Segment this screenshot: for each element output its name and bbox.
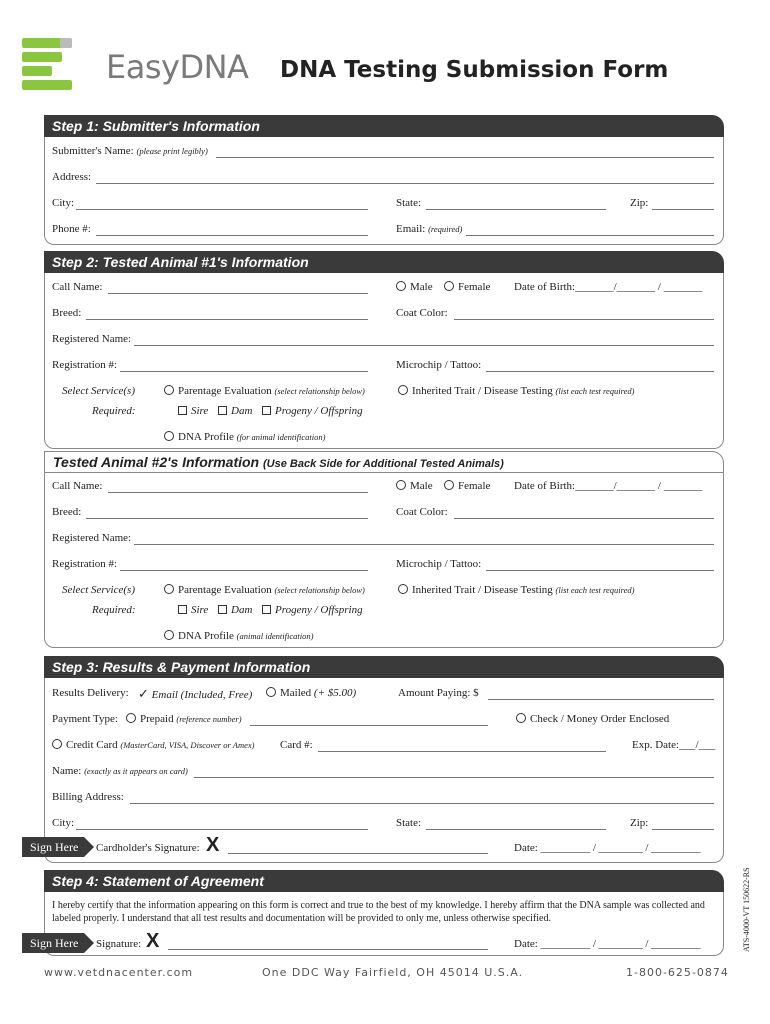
card-number-field[interactable] [318, 751, 606, 752]
city-field[interactable] [76, 209, 368, 210]
billing-state-field[interactable] [426, 829, 606, 830]
dob-2-field[interactable]: Date of Birth:_______/_______ / _______ [514, 480, 703, 492]
radio-icon [126, 713, 136, 723]
phone-field[interactable] [96, 235, 368, 236]
zip-field[interactable] [652, 209, 714, 210]
dna-profile-2-option[interactable]: DNA Profile (animal identification) [164, 630, 313, 642]
logo-bar-gray [60, 38, 72, 48]
address-label: Address: [52, 171, 92, 183]
microchip-2-label: Microchip / Tattoo: [396, 558, 482, 570]
required-2-label: Required: [92, 604, 136, 616]
inherited-2-option[interactable]: Inherited Trait / Disease Testing (list each test required) [398, 584, 634, 596]
payment-type-label: Payment Type: [52, 713, 118, 725]
radio-icon [398, 385, 408, 395]
submitter-name-field[interactable] [216, 157, 714, 158]
radio-icon [164, 431, 174, 441]
dob-field[interactable]: Date of Birth:_______/_______ / _______ [514, 281, 703, 293]
signature-date-field[interactable]: Date: _________ / ________ / _________ [514, 938, 701, 950]
radio-icon [444, 480, 454, 490]
radio-icon [396, 281, 406, 291]
checkbox-icon [262, 605, 271, 614]
address-field[interactable] [96, 183, 714, 184]
step2-section [44, 273, 724, 449]
microchip-field[interactable] [486, 371, 714, 372]
logo-bar-4 [22, 80, 72, 90]
cardholder-name-field[interactable] [194, 777, 714, 778]
billing-city-field[interactable] [76, 829, 368, 830]
registration-field[interactable] [120, 371, 368, 372]
billing-address-field[interactable] [130, 803, 714, 804]
credit-card-option[interactable]: Credit Card (MasterCard, VISA, Discover or Amex) [52, 739, 254, 751]
signature-field[interactable] [168, 949, 488, 950]
check-option[interactable]: Check / Money Order Enclosed [516, 713, 669, 725]
phone-label: Phone #: [52, 223, 91, 235]
sign-here-tag-2: Sign Here [22, 933, 84, 953]
page-title: DNA Testing Submission Form [280, 57, 669, 83]
registration-2-field[interactable] [120, 570, 368, 571]
state-field[interactable] [426, 209, 606, 210]
registered-name-label: Registered Name: [52, 333, 132, 345]
call-name-2-label: Call Name: [52, 480, 103, 492]
inherited-option[interactable]: Inherited Trait / Disease Testing (list each test required) [398, 385, 634, 397]
step1-header: Step 1: Submitter's Information [44, 115, 724, 137]
logo-bar-3 [22, 66, 52, 76]
billing-zip-field[interactable] [652, 829, 714, 830]
exp-date-field[interactable]: Exp. Date:___/___ [632, 739, 716, 751]
email-delivery-option[interactable]: ✓ Email (Included, Free) [138, 686, 253, 701]
required-label: Required: [92, 405, 136, 417]
radio-icon [444, 281, 454, 291]
cardholder-signature-field[interactable] [228, 853, 488, 854]
progeny-2-option[interactable]: Progeny / Offspring [262, 604, 363, 616]
coat-color-2-label: Coat Color: [396, 506, 448, 518]
mailed-option[interactable]: Mailed (+ $5.00) [266, 687, 356, 699]
amount-paying-label: Amount Paying: $ [398, 687, 479, 699]
breed-label: Breed: [52, 307, 82, 319]
step3-header: Step 3: Results & Payment Information [44, 656, 724, 678]
billing-city-label: City: [52, 817, 75, 829]
animal2-section [44, 473, 724, 648]
email-label: Email: (required) [396, 223, 463, 235]
footer-website[interactable]: www.vetdnacenter.com [44, 966, 194, 979]
registered-name-field[interactable] [134, 345, 714, 346]
radio-icon [396, 480, 406, 490]
coat-color-2-field[interactable] [454, 518, 714, 519]
radio-icon [164, 385, 174, 395]
checkmark-icon: ✓ [138, 686, 149, 701]
zip-label: Zip: [630, 197, 649, 209]
dna-profile-option[interactable]: DNA Profile (for animal identification) [164, 431, 325, 443]
registration-label: Registration #: [52, 359, 118, 371]
call-name-label: Call Name: [52, 281, 103, 293]
breed-2-label: Breed: [52, 506, 82, 518]
coat-color-field[interactable] [454, 319, 714, 320]
radio-icon [266, 687, 276, 697]
microchip-label: Microchip / Tattoo: [396, 359, 482, 371]
coat-color-label: Coat Color: [396, 307, 448, 319]
call-name-field[interactable] [108, 293, 368, 294]
parentage-option[interactable]: Parentage Evaluation (select relationship below) [164, 385, 365, 397]
select-services-2-label: Select Service(s) [62, 584, 135, 596]
cardholder-name-label: Name: (exactly as it appears on card) [52, 765, 188, 777]
amount-paying-field[interactable] [488, 699, 714, 700]
statement-line-1: I hereby certify that the information appearing on this form is correct and true to the best of my knowledge. I hereby affirm that the DNA sample was collected and [52, 900, 705, 911]
select-services-label: Select Service(s) [62, 385, 135, 397]
male-option[interactable]: Male [396, 281, 433, 293]
billing-zip-label: Zip: [630, 817, 649, 829]
dam-option[interactable]: Dam [218, 405, 252, 417]
registration-2-label: Registration #: [52, 558, 118, 570]
checkbox-icon [178, 406, 187, 415]
call-name-2-field[interactable] [108, 492, 368, 493]
animal2-header: Tested Animal #2's Information (Use Back Side for Additional Tested Animals) [44, 451, 724, 473]
results-delivery-label: Results Delivery: [52, 687, 129, 699]
prepaid-reference-field[interactable] [250, 725, 488, 726]
step4-header: Step 4: Statement of Agreement [44, 870, 724, 892]
radio-icon [516, 713, 526, 723]
checkbox-icon [262, 406, 271, 415]
state-label: State: [396, 197, 422, 209]
sire-option[interactable]: Sire [178, 405, 208, 417]
breed-field[interactable] [86, 319, 368, 320]
breed-2-field[interactable] [86, 518, 368, 519]
brand-name: EasyDNA [106, 48, 249, 86]
billing-state-label: State: [396, 817, 422, 829]
checkbox-icon [218, 406, 227, 415]
statement-line-2: labeled properly. I understand that all test results and documentation will be provided to only me, unless otherwise specified. [52, 913, 551, 924]
registered-name-2-label: Registered Name: [52, 532, 132, 544]
dam-2-option[interactable]: Dam [218, 604, 252, 616]
step2-header: Step 2: Tested Animal #1's Information [44, 251, 724, 273]
parentage-2-option[interactable]: Parentage Evaluation (select relationship below) [164, 584, 365, 596]
checkbox-icon [178, 605, 187, 614]
signature-x-mark: X [206, 834, 220, 856]
billing-address-label: Billing Address: [52, 791, 124, 803]
cardholder-signature-label: Cardholder's Signature: [96, 842, 200, 854]
sign-here-tag: Sign Here [22, 837, 84, 857]
radio-icon [164, 584, 174, 594]
sire-2-option[interactable]: Sire [178, 604, 208, 616]
submitter-name-label: Submitter's Name: (please print legibly) [52, 145, 208, 157]
male-2-option[interactable]: Male [396, 480, 433, 492]
logo-bar-2 [22, 52, 62, 62]
registered-name-2-field[interactable] [134, 544, 714, 545]
radio-icon [398, 584, 408, 594]
footer-phone: 1-800-625-0874 [626, 966, 729, 979]
prepaid-option[interactable]: Prepaid (reference number) [126, 713, 242, 725]
female-2-option[interactable]: Female [444, 480, 490, 492]
female-option[interactable]: Female [444, 281, 490, 293]
cardholder-date-field[interactable]: Date: _________ / ________ / _________ [514, 842, 701, 854]
checkbox-icon [218, 605, 227, 614]
microchip-2-field[interactable] [486, 570, 714, 571]
radio-icon [164, 630, 174, 640]
signature-x-mark-2: X [146, 930, 160, 952]
radio-icon [52, 739, 62, 749]
form-codes: ATS-4000-VT 150622-RS [742, 867, 751, 952]
card-number-label: Card #: [280, 739, 313, 751]
progeny-option[interactable]: Progeny / Offspring [262, 405, 363, 417]
footer-address: One DDC Way Fairfield, OH 45014 U.S.A. [262, 966, 524, 979]
email-field[interactable] [466, 235, 714, 236]
signature-label: Signature: [96, 938, 142, 950]
city-label: City: [52, 197, 75, 209]
